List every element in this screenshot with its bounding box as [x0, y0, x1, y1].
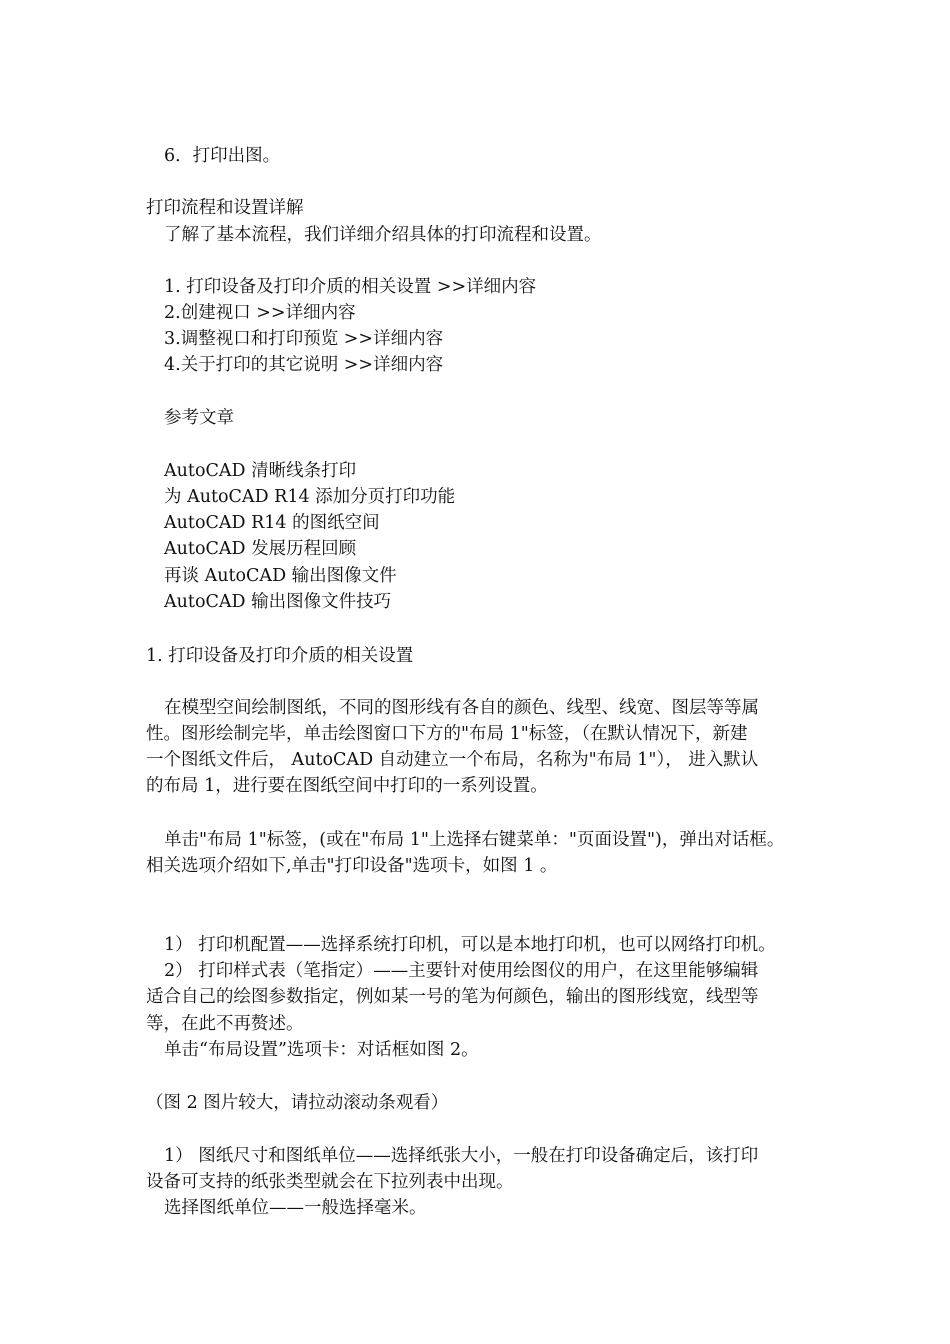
list-1-item-2: 2） 打印样式表（笔指定）——主要针对使用绘图仪的用户，在这里能够编辑 [164, 961, 759, 981]
reference-link-3[interactable]: AutoCAD R14 的图纸空间 [164, 513, 380, 533]
toc-item-3[interactable]: 3.调整视口和打印预览 >>详细内容 [164, 329, 444, 349]
layout-tab-note: 单击“布局设置”选项卡：对话框如图 2。 [164, 1040, 479, 1060]
paragraph-1-line-4: 的布局 1，进行要在图纸空间中打印的一系列设置。 [146, 776, 548, 796]
reference-link-2[interactable]: 为 AutoCAD R14 添加分页打印功能 [164, 487, 456, 507]
figure-2-note: （图 2 图片较大，请拉动滚动条观看） [146, 1093, 449, 1113]
reference-link-6[interactable]: AutoCAD 输出图像文件技巧 [164, 592, 392, 612]
paragraph-2-line-1: 单击"布局 1"标签，(或在"布局 1"上选择右键菜单："页面设置")，弹出对话框。 [164, 830, 785, 850]
paragraph-1-line-3: 一个图纸文件后， AutoCAD 自动建立一个布局，名称为"布局 1"）， 进入默认 [146, 750, 759, 770]
list-1-item-1: 1） 打印机配置——选择系统打印机，可以是本地打印机，也可以网络打印机。 [164, 935, 776, 955]
section-title: 打印流程和设置详解 [146, 198, 304, 218]
paragraph-1-line-1: 在模型空间绘制图纸，不同的图形线有各自的颜色、线型、线宽、图层等等属 [164, 698, 759, 718]
section-1-heading: 1. 打印设备及打印介质的相关设置 [146, 646, 414, 666]
paragraph-1-line-2: 性。图形绘制完毕，单击绘图窗口下方的"布局 1"标签，（在默认情况下，新建 [146, 724, 748, 744]
list-2-item-1: 1） 图纸尺寸和图纸单位——选择纸张大小，一般在打印设备确定后，该打印 [164, 1146, 759, 1166]
reference-link-5[interactable]: 再谈 AutoCAD 输出图像文件 [164, 566, 397, 586]
reference-link-4[interactable]: AutoCAD 发展历程回顾 [164, 539, 357, 559]
reference-link-1[interactable]: AutoCAD 清晰线条打印 [164, 461, 357, 481]
intro-text: 了解了基本流程，我们详细介绍具体的打印流程和设置。 [164, 225, 602, 245]
step-6-text: 6．打印出图。 [164, 146, 281, 166]
list-2-item-1-cont: 设备可支持的纸张类型就会在下拉列表中出现。 [146, 1172, 514, 1192]
toc-item-2[interactable]: 2.创建视口 >>详细内容 [164, 303, 356, 323]
toc-item-4[interactable]: 4.关于打印的其它说明 >>详细内容 [164, 355, 444, 375]
toc-item-1[interactable]: 1. 打印设备及打印介质的相关设置 >>详细内容 [164, 277, 537, 297]
paper-units-note: 选择图纸单位——一般选择毫米。 [164, 1198, 427, 1218]
references-heading: 参考文章 [164, 408, 234, 428]
list-1-item-2-cont-2: 等，在此不再赘述。 [146, 1014, 304, 1034]
list-1-item-2-cont-1: 适合自己的绘图参数指定，例如某一号的笔为何颜色，输出的图形线宽，线型等 [146, 987, 759, 1007]
paragraph-2-line-2: 相关选项介绍如下,单击"打印设备"选项卡，如图 1 。 [146, 856, 558, 876]
